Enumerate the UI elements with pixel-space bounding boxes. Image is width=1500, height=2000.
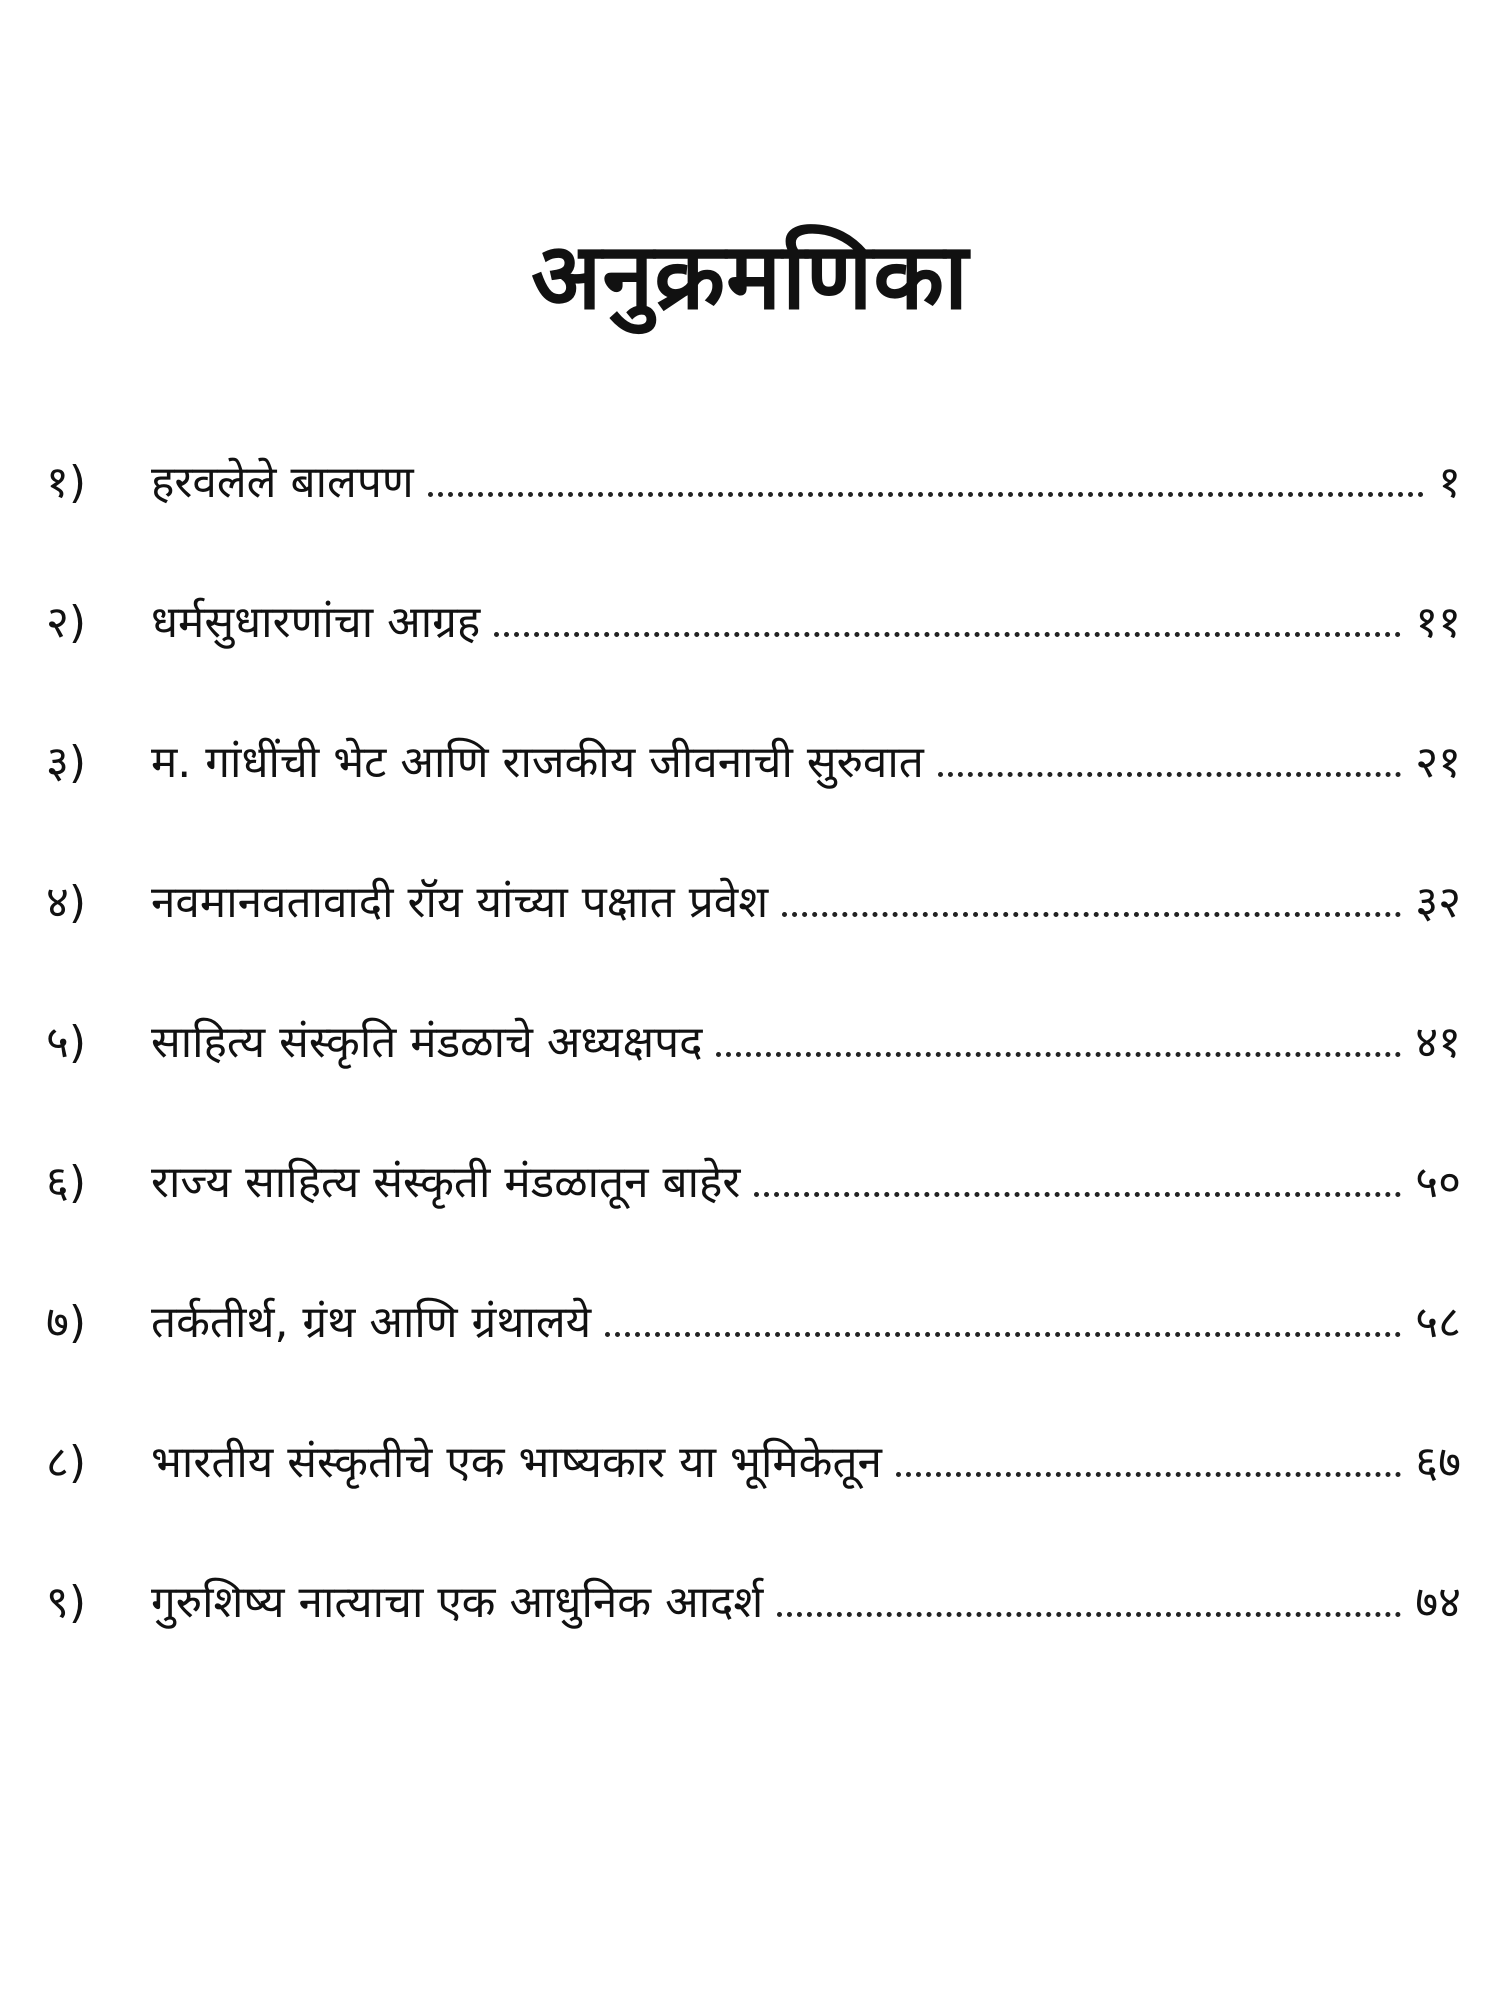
toc-entry-number: ७) [46, 1297, 87, 1348]
toc-entry [46, 1292, 1461, 1432]
toc-entry-page: २१ [1415, 737, 1461, 788]
dot-leader [428, 492, 1424, 497]
dot-leader [896, 1472, 1401, 1477]
toc-entry-title: धर्मसुधारणांचा आग्रह [151, 597, 481, 648]
toc-entry-number: २) [46, 597, 87, 648]
toc-entry-page: ३२ [1415, 877, 1461, 928]
toc-entry [46, 1152, 1461, 1292]
toc-entry [46, 1572, 1461, 1712]
table-of-contents [46, 452, 1461, 1712]
toc-entry-page: ५८ [1415, 1297, 1461, 1348]
toc-entry-number: ३) [46, 737, 87, 788]
page-title: अनुक्रमणिका [531, 223, 969, 330]
toc-entry-page: ५० [1415, 1157, 1461, 1208]
toc-entry-page: ६७ [1415, 1437, 1461, 1488]
toc-entry-page: ११ [1415, 597, 1461, 648]
dot-leader [716, 1052, 1401, 1057]
toc-entry-title: तर्कतीर्थ, ग्रंथ आणि ग्रंथालये [151, 1297, 592, 1348]
toc-entry [46, 732, 1461, 872]
toc-entry-title: हरवलेले बालपण [151, 457, 414, 508]
dot-leader [782, 912, 1401, 917]
toc-entry-title: साहित्य संस्कृति मंडळाचे अध्यक्षपद [151, 1017, 703, 1068]
toc-entry [46, 452, 1461, 592]
toc-entry-number: ४) [46, 877, 87, 928]
toc-entry [46, 592, 1461, 732]
toc-entry-title: भारतीय संस्कृतीचे एक भाष्यकार या भूमिकेतून [151, 1437, 882, 1488]
toc-entry [46, 1432, 1461, 1572]
toc-entry-title: नवमानवतावादी रॉय यांच्या पक्षात प्रवेश [151, 877, 769, 928]
toc-entry-page: १ [1438, 457, 1461, 508]
toc-entry-title: म. गांधींची भेट आणि राजकीय जीवनाची सुरुवात [151, 737, 924, 788]
toc-entry-number: ९) [46, 1577, 87, 1628]
toc-entry-page: ४१ [1415, 1017, 1461, 1068]
dot-leader [605, 1332, 1401, 1337]
toc-entry [46, 1012, 1461, 1152]
toc-entry [46, 872, 1461, 1012]
dot-leader [494, 632, 1401, 637]
dot-leader [754, 1192, 1401, 1197]
toc-entry-title: गुरुशिष्य नात्याचा एक आधुनिक आदर्श [151, 1577, 764, 1628]
toc-entry-title: राज्य साहित्य संस्कृती मंडळातून बाहेर [151, 1157, 741, 1208]
dot-leader [938, 772, 1401, 777]
dot-leader [777, 1612, 1401, 1617]
toc-entry-number: ८) [46, 1437, 87, 1488]
toc-entry-number: ६) [46, 1157, 87, 1208]
toc-entry-page: ७४ [1415, 1577, 1461, 1628]
toc-entry-number: ५) [46, 1017, 87, 1068]
toc-entry-number: १) [46, 457, 87, 508]
